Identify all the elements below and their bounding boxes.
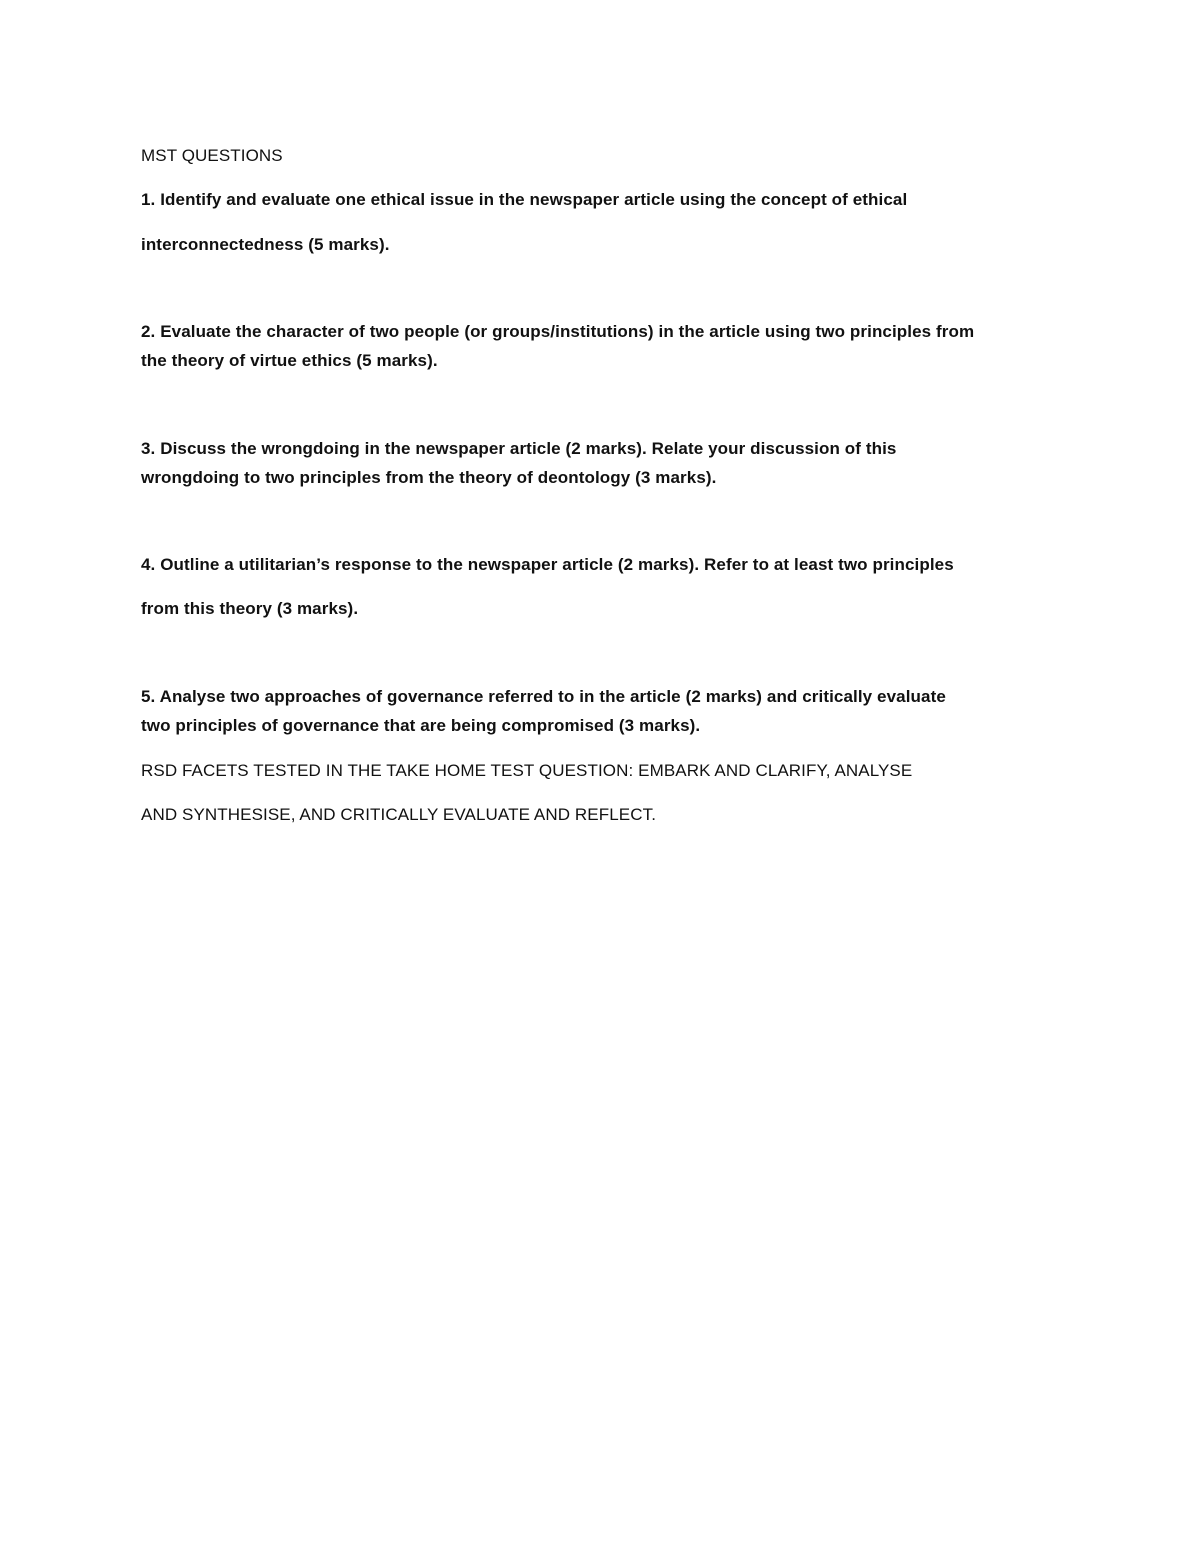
question-2-line-1: 2. Evaluate the character of two people (or groups/institutions) in the article using two principles from <box>141 322 975 341</box>
question-3-line-1: 3. Discuss the wrongdoing in the newspaper article (2 marks). Relate your discussion of this <box>141 439 897 458</box>
question-1-line-2: interconnectedness (5 marks). <box>141 235 390 254</box>
rsd-facets-line-2: AND SYNTHESISE, AND CRITICALLY EVALUATE AND REFLECT. <box>141 805 657 824</box>
question-3-line-2: wrongdoing to two principles from the theory of deontology (3 marks). <box>141 468 717 487</box>
question-1-line-1: 1. Identify and evaluate one ethical issue in the newspaper article using the concept of ethical <box>141 190 908 209</box>
question-5-line-2: two principles of governance that are being compromised (3 marks). <box>141 716 701 735</box>
question-2-line-2: the theory of virtue ethics (5 marks). <box>141 351 438 370</box>
question-4-line-1: 4. Outline a utilitarian’s response to the newspaper article (2 marks). Refer to at least two principles <box>141 555 954 574</box>
document-title: MST QUESTIONS <box>141 146 283 165</box>
rsd-facets-line-1: RSD FACETS TESTED IN THE TAKE HOME TEST QUESTION: EMBARK AND CLARIFY, ANALYSE <box>141 761 913 780</box>
question-4-line-2: from this theory (3 marks). <box>141 599 359 618</box>
question-5-line-1: 5. Analyse two approaches of governance referred to in the article (2 marks) and critically evaluate <box>141 687 946 706</box>
